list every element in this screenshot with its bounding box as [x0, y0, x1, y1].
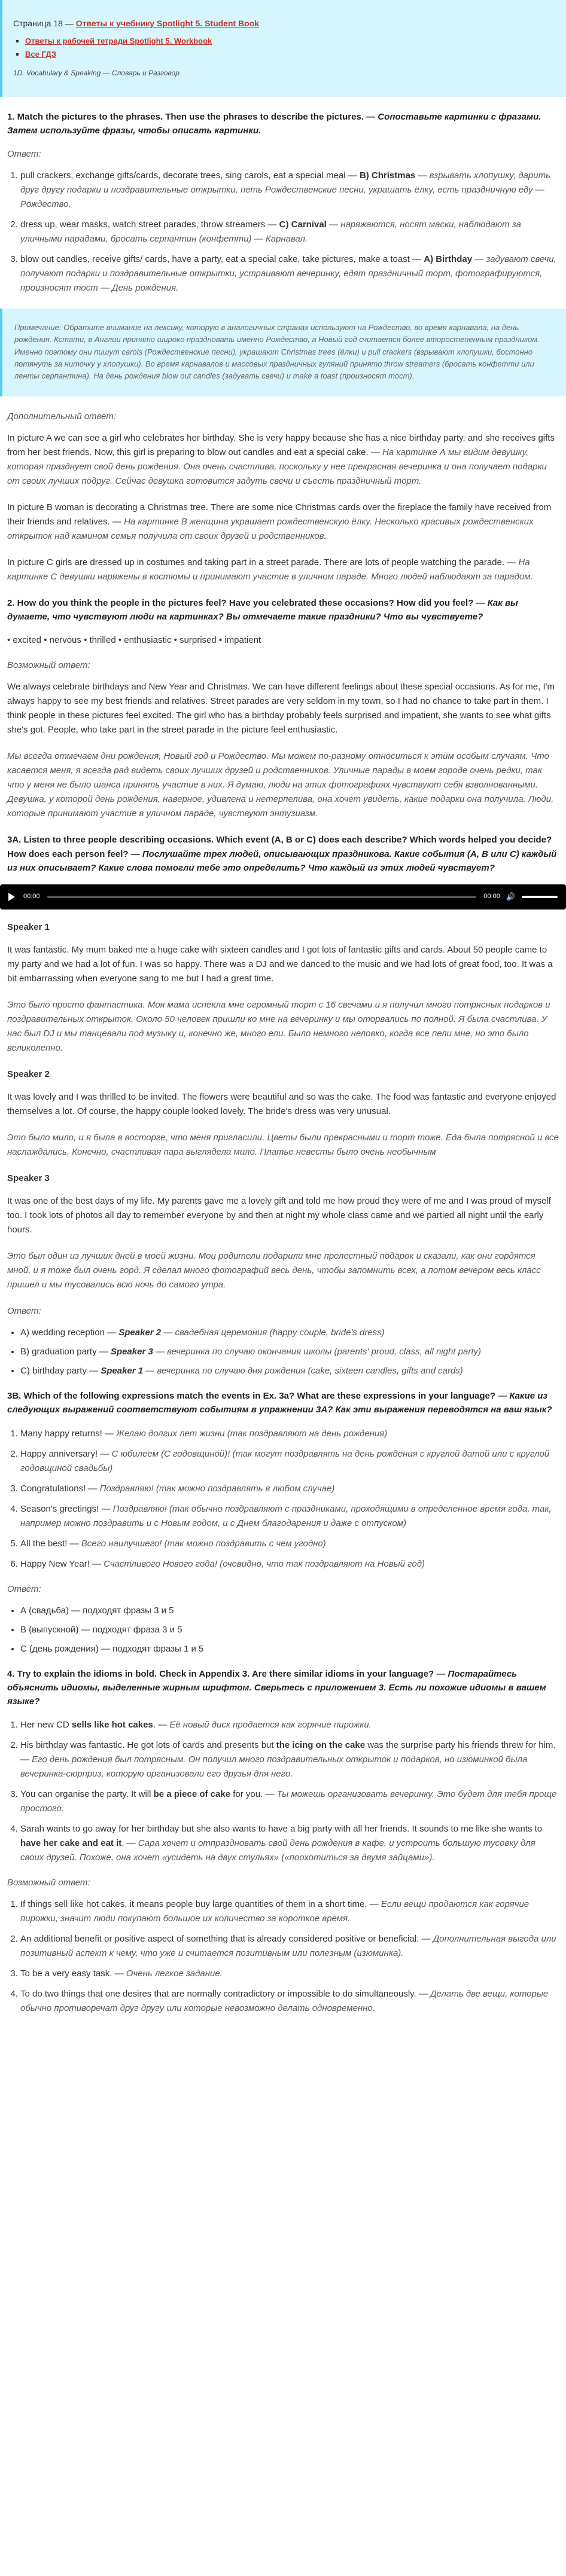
possible-answer-label: Возможный ответ: [7, 660, 90, 671]
list-item [20, 1932, 559, 1961]
paragraph-en: In picture B woman is decorating a Christmas tree. There are some nice Christmas cards over the fireplace the family have received from their friends and relatives. — [7, 502, 552, 527]
answer-en: To be a very easy task. — [20, 1968, 126, 1979]
all-gdz-link[interactable]: Все ГДЗ [25, 50, 57, 59]
task-3a-heading [7, 833, 559, 875]
idiom-post: . — [153, 1720, 170, 1730]
list-item [20, 1897, 559, 1926]
item-key: A) Birthday [424, 254, 473, 265]
task-4-en: 4. Try to explain the idioms in bold. Check in Appendix 3. Are there similar idioms in your language? — [7, 1668, 448, 1679]
paragraph [7, 556, 559, 584]
idiom-post: for you. — [230, 1789, 277, 1800]
expression-ru: Поздравляю! (так обычно поздравляют с праздниками, проходящими в определенное время года, так, например можно поздравить и с Новым годом, и с Днем благодарения и даже с отпуском) [20, 1503, 552, 1528]
list-item: • B (выпускной) — подходят фраза 3 и 5 [20, 1623, 559, 1637]
paragraph-ru: На картинке В женщина украшает рождественскую ёлку. Несколько красивых рождественских открыток над камином семья получила от своих друзей и родственников. [7, 516, 534, 541]
expression-ru: Желаю долгих лет жизни (так поздравляют на день рождения) [116, 1428, 388, 1439]
expression-en: Happy New Year! — [20, 1558, 104, 1569]
list-item [20, 1967, 559, 1981]
idiom-pre: His birthday was fantastic. He got lots of cards and presents but [20, 1740, 276, 1751]
task-1-answers [7, 169, 559, 295]
idiom-ru: Сара хочет и отпраздновать свой день рождения в кафе, и устроить большую тусовку для своих друзей. Похоже, она хочет «усидеть на двух стульях» («поохотиться за двумя зайцами»). [20, 1838, 535, 1863]
idiom-post: . — [121, 1838, 138, 1849]
task-4-idioms [7, 1718, 559, 1865]
task-2-heading [7, 596, 559, 624]
task-3b-ru: Какие из следующих выражений соответствуют событиям в упражнении 3A? Как эти выражения переводятся на ваш язык? [7, 1391, 552, 1415]
answer-ru: — свадебная церемония (happy couple, bride's dress) [161, 1327, 385, 1338]
extra-answer-label: Дополнительный ответ: [7, 411, 116, 422]
list-item [20, 1427, 559, 1441]
task-3a-ru: Послушайте трех людей, описывающих праздникова. Какие события (A, B или C) каждый из них описывает? Какие слова помогли тебе это определить? Что каждый из этих людей чувствует? [7, 849, 557, 873]
paragraph [7, 431, 559, 489]
note-box: Примечание: Обратите внимание на лексику, которую в аналогичных странах используют на Рождество, во время карнавала, на день рождения. Кстати, в Англии принято широко праздновать именно Рождество, а Новый год считается более второстепенным праздником. Именно поэтому они пишут carols (Рождественские песни), украшают Christmas trees (ёлки) и pull crackers (взрывают хлопушки, бостонно потянуть за ниточку у хлопушки). Во время карнавалов и массовых праздничных гуляний принято throw streamers (бросать конфетти или ленты серпантина). На день рождения blow out candles (задувать свечи) и make a toast (произносят тост). [0, 309, 566, 396]
paragraph [7, 500, 559, 544]
list-item [20, 1557, 559, 1571]
speaker-text-en: It was one of the best days of my life. My parents gave me a lovely gift and told me how proud they were of me and I was proud of myself too. I took lots of photos all day to remember everyone by and then at night my whole class came and we partied all night until the early hours. [7, 1196, 551, 1235]
expression-en: Season's greetings! — [20, 1503, 113, 1514]
idiom-ru: Его день рождения был потрясным. Он получил много поздравительных открыток и подарков, но изюминкой была вечеринка-сюрприз, которую организовали его друзья для него. [20, 1754, 528, 1780]
answer-label: Ответ: [7, 1583, 41, 1594]
expression-ru: Поздравляю! (так можно поздравлять в любом случае) [99, 1483, 335, 1494]
idiom-ru: Её новый диск продается как горячие пирожки. [169, 1720, 372, 1730]
list-item [20, 1482, 559, 1496]
list-item [20, 1345, 559, 1359]
answer-label: Ответ: [7, 149, 41, 160]
answer-event: B) graduation party — [20, 1347, 111, 1357]
possible-answer-label: Возможный ответ: [7, 1878, 90, 1888]
idiom-bold: be a piece of cake [153, 1789, 231, 1800]
item-ru: — наряжаются, носят маски, наблюдают за уличными парадами, бросать серпантин (конфетти) — Карнавал. [20, 219, 521, 245]
task-2-ru: Как вы думаете, что чувствуют люди на картинках? Вы отмечаете такие праздники? Что вы чувствуете? [7, 597, 518, 622]
play-icon[interactable] [8, 893, 15, 901]
volume-icon[interactable]: 🔊 [506, 892, 516, 901]
answer-ru: Делать две вещи, которые обычно противоречат друг другу или которые невозможно делать одновременно. [20, 1989, 549, 2014]
paragraph-ru: На картинке А мы видим девушку, которая празднует свой день рождения. Она очень счастлива, поскольку у нее прекрасная вечеринка и она получает подарки от своих лучших подруг. Сейчас девушка готовится задуть свечи и съесть праздничный торт. [7, 447, 547, 486]
list-item [20, 1718, 559, 1732]
list-item [20, 218, 559, 246]
speaker-text-ru: Это был один из лучших дней в моей жизни. Мои родители подарили мне прелестный подарок и сказали, как они гордятся мной, и я тоже был очень горд. Я сделал много фотографий весь день, чтобы запомнить всех, а потом вечером весь класс пришел и мы тусовались всю ночь до самого утра. [7, 1251, 541, 1290]
idiom-pre: You can organise the party. It will [20, 1789, 154, 1800]
answer-ru: Если вещи продаются как горячие пирожки, значит люди покупают большое их количество за короткое время. [20, 1899, 530, 1924]
list-item [20, 1537, 559, 1551]
list-item [20, 252, 559, 295]
answer-en: An additional benefit or positive aspect of something that is already considered positive or beneficial. — [20, 1934, 433, 1945]
task-4-answers [7, 1897, 559, 2016]
list-item [20, 1502, 559, 1531]
answer-speaker: Speaker 3 [110, 1347, 153, 1357]
expression-en: All the best! — [20, 1538, 81, 1549]
answer-ru: Очень легкое задание. [126, 1968, 223, 1979]
item-en: pull crackers, exchange gifts/cards, decorate trees, sing carols, eat a special meal — [20, 170, 360, 181]
speaker-text-ru: Это было мило, и я была в восторге, что меня пригласили. Цветы были прекрасными и торт тоже. Еда была потрясной и все наслаждались. Конечно, счастливая пара выглядела мило. Платье невесты было очень необычным [7, 1133, 559, 1158]
idiom-pre: Sarah wants to go away for her birthday but she also wants to have a big party with all her friends. It sounds to me like she wants to [20, 1824, 543, 1835]
task-1-heading [7, 110, 559, 138]
list-item [20, 1447, 559, 1476]
student-book-link[interactable]: Ответы к учебнику Spotlight 5. Student Book [75, 19, 260, 28]
task-2-answer-ru: Мы всегда отмечаем дни рождения, Новый год и Рождество. Мы можем по-разному относиться к этим особым случаям. Что касается меня, я всегда рад видеть своих лучших друзей и родственников. Уличные парады в моем городе очень редки, так что у меня не было шанса принять участие в них. Я думаю, люди на этих фотографиях чувствуют себя взволнованными. Девушка, у которой день рождения, наверное, удивлена и нетерпелива, она хочет увидеть, какие подарки она получила. Люди, которые принимают участие в уличном параде, чувствуют энтузиазм. [7, 751, 554, 819]
expression-en: Happy anniversary! — [20, 1448, 112, 1459]
speaker-text-en: It was fantastic. My mum baked me a huge cake with sixteen candles and I got lots of fantastic gifts and cards. About 50 people came to my party and we had a lot of fun. I was so happy. There was a DJ and we danced to the music and we had lots of great food, too. It was a bit embarrassing when everyone sang to me but I had a great time. [7, 945, 553, 984]
page-number-label: Страница 18 — [13, 19, 76, 28]
list-item [20, 1738, 559, 1781]
list-item [20, 1364, 559, 1378]
list-item [20, 169, 559, 212]
list-item [20, 1787, 559, 1816]
expression-ru: С юбилеем (С годовщиной)! (так могут поздравлять на день рождения с круглой датой или с круглой годовщиной свадьбы) [20, 1448, 550, 1473]
answer-en: To do two things that one desires that are normally contradictory or impossible to do simultaneously. — [20, 1989, 431, 2000]
task-4-heading [7, 1667, 559, 1709]
answer-speaker: Speaker 2 [118, 1327, 162, 1338]
answer-event: A) wedding reception — [20, 1327, 119, 1338]
answer-label: Ответ: [7, 1306, 41, 1317]
task-2-answer-en: We always celebrate birthdays and New Year and Christmas. We can have different feelings about these special occasions. As for me, I'm always happy to see my best friends and relatives. Street parades are very seldom in my town, so I had no chance to take part in them. I think people in these pictures feel excited. The girl who has a birthday probably feels surprised and impatient, she wants to see what gifts she's got. People, who take part in the street parade in the picture feel enthusiastic. [7, 682, 555, 735]
idiom-bold: the icing on the cake [276, 1740, 366, 1751]
task-2-en: 2. How do you think the people in the pictures feel? Have you celebrated these occasions? How did you feel? — [7, 597, 488, 608]
audio-player[interactable] [0, 884, 566, 909]
item-en: blow out candles, receive gifts/ cards, have a party, eat a special cake, take pictures, make a toast — [20, 254, 424, 265]
nav-link-item [25, 35, 555, 48]
expression-en: Congratulations! — [20, 1483, 100, 1494]
speaker-title: Speaker 2 [7, 1069, 50, 1080]
paragraph-en: In picture A we can see a girl who celebrates her birthday. She is very happy because she has a nice birthday party, and she receives gifts from her best friends. Now, this girl is preparing to blow out candles and eat a special cake. — [7, 432, 555, 457]
expression-ru: Счастливого Нового года! (очевидно, что так поздравляют на Новый год) [104, 1558, 425, 1569]
answer-event: C) birthday party — [20, 1366, 101, 1376]
item-key: B) Christmas [359, 170, 416, 181]
idiom-bold: sells like hot cakes [71, 1720, 153, 1730]
navigation-box [0, 0, 566, 97]
answer-en: If things sell like hot cakes, it means people buy large quantities of them in a short time. — [20, 1899, 381, 1910]
item-key: C) Carnival [279, 219, 327, 230]
list-item: • С (день рождения) — подходят фразы 1 и 5 [20, 1642, 559, 1656]
list-item [20, 1822, 559, 1865]
speaker-text-ru: Это было просто фантастика. Моя мама испекла мне огромный торт с 16 свечами и я получил много потрясных подарков и поздравительных открыток. Около 50 человек пришли ко мне на вечеринку и мы оторвались по полной. Я была счастлива. У нас был DJ и мы танцевали под музыку и, конечно же, много ели. Было немного неловко, когда все пели мне, но это было великолепно. [7, 1000, 550, 1054]
page-title [13, 17, 555, 30]
idiom-ru: Ты можешь организовать вечеринку. Это будет для тебя проще простого. [20, 1789, 557, 1814]
volume-slider[interactable] [522, 896, 558, 898]
expression-ru: Всего наилучшего! (так можно поздравить с чем угодно) [81, 1538, 326, 1549]
section-title: 1D. Vocabulary & Speaking — Словарь и Разговор [13, 68, 179, 77]
item-ru: — взрывать хлопушку, дарить друг другу подарки и поздравительные открытки, петь Рождественские песни, украшать ёлку, есть праздничную еду — Рождество. [20, 170, 550, 210]
answer-ru: Дополнительная выгода или позитивный аспект к чему, что уже и считается позитивным или полезным (изюминка). [20, 1934, 556, 1959]
nav-link-item [25, 48, 555, 61]
paragraph-ru: На картинке С девушки наряжены в костюмы и принимают участие в уличном параде. Много людей наблюдают за парадом. [7, 557, 533, 582]
speaker-title: Speaker 3 [7, 1173, 50, 1184]
idiom-pre: Her new CD [20, 1720, 72, 1730]
workbook-link[interactable]: Ответы к рабочей тетради Spotlight 5. Workbook [25, 36, 212, 46]
audio-time-end: 00:00 [483, 893, 500, 901]
speaker-title: Speaker 1 [7, 922, 50, 933]
task-1-ru: Сопоставьте картинки с фразами. Затем используйте фразы, чтобы описать картинки. [7, 111, 541, 136]
task-3b-en: 3B. Which of the following expressions match the events in Ex. 3a? What are these expressions in your language? — [7, 1391, 510, 1402]
paragraph-en: In picture C girls are dressed up in costumes and taking part in a street parade. There are lots of people watching the parade. — [7, 557, 519, 567]
nav-links [13, 35, 555, 61]
list-item: • А (свадьба) — подходят фразы 3 и 5 [20, 1604, 559, 1618]
expression-en: Many happy returns! — [20, 1428, 117, 1439]
list-item [20, 1326, 559, 1340]
task-3b-expressions [7, 1427, 559, 1571]
idiom-post: was the surprise party his friends threw for him. — [20, 1740, 556, 1765]
idiom-bold: have her cake and eat it [20, 1838, 122, 1849]
list-item [20, 1987, 559, 2016]
feeling-words: • excited • nervous • thrilled • enthusiastic • surprised • impatient [7, 635, 261, 646]
speaker-text-en: It was lovely and I was thrilled to be invited. The flowers were beautiful and so was the cake. The food was fantastic and everyone enjoyed themselves a lot. Of course, the happy couple looked lovely. The bride's dress was very unusual. [7, 1092, 556, 1117]
answer-ru: — вечеринка по случаю окончания школы (parents' proud, class, all night party) [153, 1347, 481, 1357]
task-4-ru: Постарайтесь объяснить идиомы, выделенные жирным шрифтом. Сверьтесь с приложением 3. Есть ли похожие идиомы в вашем языке? [7, 1668, 546, 1707]
task-1-en: 1. Match the pictures to the phrases. Then use the phrases to describe the pictures. — [7, 111, 378, 122]
task-3a-en: 3A. Listen to three people describing occasions. Which event (A, B or C) does each describe? Which words helped you decide? How does each person feel? — [7, 835, 552, 859]
task-3b-answers [7, 1604, 559, 1656]
item-ru: — задувают свечи, получают подарки и поздравительные открытки, устраивают вечеринку, едят праздничный торт, фотографируются, произносят тост — День рождения. [20, 254, 556, 294]
task-3b-heading [7, 1389, 559, 1417]
item-en: dress up, wear masks, watch street parades, throw streamers — [20, 219, 279, 230]
audio-time-start: 00:00 [23, 893, 40, 901]
audio-progress-bar[interactable] [47, 896, 477, 898]
task-3a-answers [7, 1326, 559, 1378]
answer-speaker: Speaker 1 [101, 1366, 144, 1376]
answer-ru: — вечеринка по случаю дня рождения (cake, sixteen candles, gifts and cards) [143, 1366, 463, 1376]
